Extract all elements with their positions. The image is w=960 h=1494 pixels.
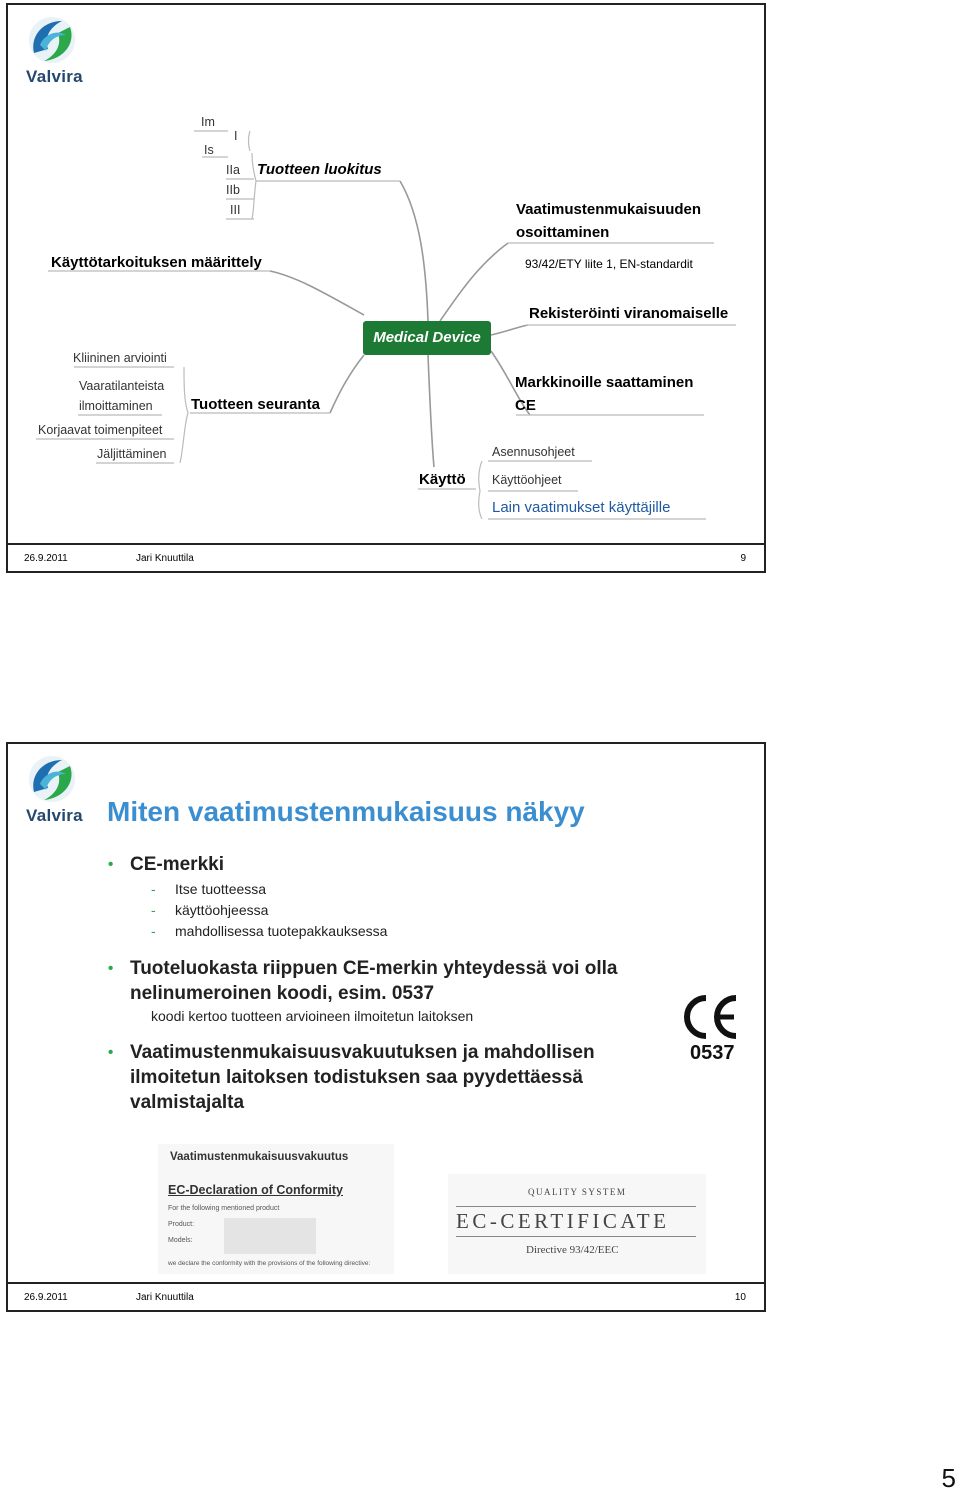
- footer-page: 9: [740, 553, 746, 564]
- node-rekisterointi: Rekisteröinti viranomaiselle: [529, 305, 729, 322]
- footer-date: 26.9.2011: [24, 553, 68, 564]
- slide-footer: [8, 543, 764, 571]
- logo-text: Valvira: [26, 806, 83, 825]
- dash-icon: -: [151, 881, 156, 897]
- node-kayttotarkoitus: Käyttötarkoituksen määrittely: [51, 254, 262, 271]
- cert-top: QUALITY SYSTEM: [528, 1187, 627, 1197]
- ce-mark: [680, 992, 742, 1070]
- seuranta-item: Korjaavat toimenpiteet: [38, 423, 163, 437]
- footer-author: Jari Knuuttila: [136, 553, 194, 564]
- kaytto-item: Lain vaatimukset käyttäjille: [492, 499, 671, 516]
- doc-bottom-line: we declare the conformity with the provisions of the following directive:: [168, 1260, 371, 1267]
- class-iii: III: [230, 203, 241, 217]
- sub-bullet: - mahdollisessa tuotepakkauksessa: [151, 923, 388, 939]
- seuranta-item: Kliininen arviointi: [73, 351, 167, 365]
- node-markkinoille-line2: CE: [515, 397, 536, 414]
- node-markkinoille-line1: Markkinoille saattaminen: [515, 374, 694, 391]
- bullet-dot-icon: •: [108, 960, 114, 977]
- class-im: Im: [201, 115, 215, 129]
- node-tuotteen-luokitus: Tuotteen luokitus: [257, 161, 382, 178]
- cert-title: EC-CERTIFICATE: [456, 1209, 670, 1233]
- doc-redacted-area: [224, 1218, 316, 1254]
- bullet-dot-icon: •: [108, 1044, 114, 1061]
- doc-heading: Vaatimustenmukaisuusvakuutus: [170, 1151, 349, 1163]
- class-iia: IIa: [226, 163, 240, 177]
- node-kaytto: Käyttö: [419, 471, 466, 488]
- mindmap-branches: [8, 5, 764, 545]
- dash-icon: -: [151, 923, 156, 939]
- bullet-note: koodi kertoo tuotteen arvioineen ilmoitetun laitoksen: [151, 1008, 474, 1024]
- footer-page: 10: [734, 1292, 746, 1303]
- node-vaatimus-sub: 93/42/ETY liite 1, EN-standardit: [525, 257, 693, 271]
- ce-mark-icon: [680, 992, 742, 1042]
- node-vaatimus-line1: Vaatimustenmukaisuuden: [516, 201, 702, 218]
- declaration-thumbnail: [158, 1144, 394, 1274]
- class-is: Is: [204, 143, 214, 157]
- slide-conformity: [6, 742, 766, 1312]
- doc-label-models: Models:: [168, 1237, 193, 1244]
- kaytto-item: Asennusohjeet: [492, 445, 575, 459]
- sub-bullet: - käyttöohjeessa: [151, 902, 269, 918]
- slide-title: Miten vaatimustenmukaisuus näkyy: [107, 796, 585, 827]
- bullet-ce-merkki: • CE-merkki: [108, 854, 224, 875]
- seuranta-item: Jäljittäminen: [97, 447, 167, 461]
- slide-mindmap: [6, 3, 766, 573]
- doc-label-product: Product:: [168, 1221, 195, 1228]
- class-i: I: [234, 129, 238, 143]
- page-number: 5: [941, 1463, 956, 1493]
- class-iib: IIb: [226, 183, 240, 197]
- footer-date: 26.9.2011: [24, 1292, 68, 1303]
- bullet-tuoteluokka: • Tuoteluokasta riippuen CE-merkin yhteydessä voi olla nelinumeroinen koodi, esim. 0537: [108, 958, 618, 1004]
- kaytto-item: Käyttöohjeet: [492, 473, 562, 487]
- bullet-vakuutus: • Vaatimustenmukaisuusvakuutuksen ja mahdollisen ilmoitetun laitoksen todistuksen saa pyydettäessä valmistajalta: [108, 1042, 595, 1113]
- sub-bullet: - Itse tuotteessa: [151, 881, 267, 897]
- certificate-thumbnail: [448, 1174, 706, 1274]
- dash-icon: -: [151, 902, 156, 918]
- footer-author: Jari Knuuttila: [136, 1292, 194, 1303]
- node-tuotteen-seuranta: Tuotteen seuranta: [191, 396, 320, 413]
- ce-number: 0537: [690, 1042, 735, 1064]
- valvira-logo: [22, 754, 84, 826]
- logo-text: Valvira: [26, 67, 83, 86]
- slide-footer: [8, 1282, 764, 1310]
- node-vaatimus-line2: osoittaminen: [516, 224, 610, 241]
- doc-title: EC-Declaration of Conformity: [168, 1183, 344, 1197]
- bullet-dot-icon: •: [108, 856, 114, 873]
- node-medical-device: Medical Device: [363, 321, 491, 355]
- valvira-swoosh-icon: [22, 754, 84, 806]
- doc-line: For the following mentioned product: [168, 1205, 280, 1212]
- cert-directive: Directive 93/42/EEC: [526, 1244, 619, 1256]
- seuranta-item: Vaaratilanteista: [79, 379, 165, 393]
- seuranta-item: ilmoittaminen: [79, 399, 153, 413]
